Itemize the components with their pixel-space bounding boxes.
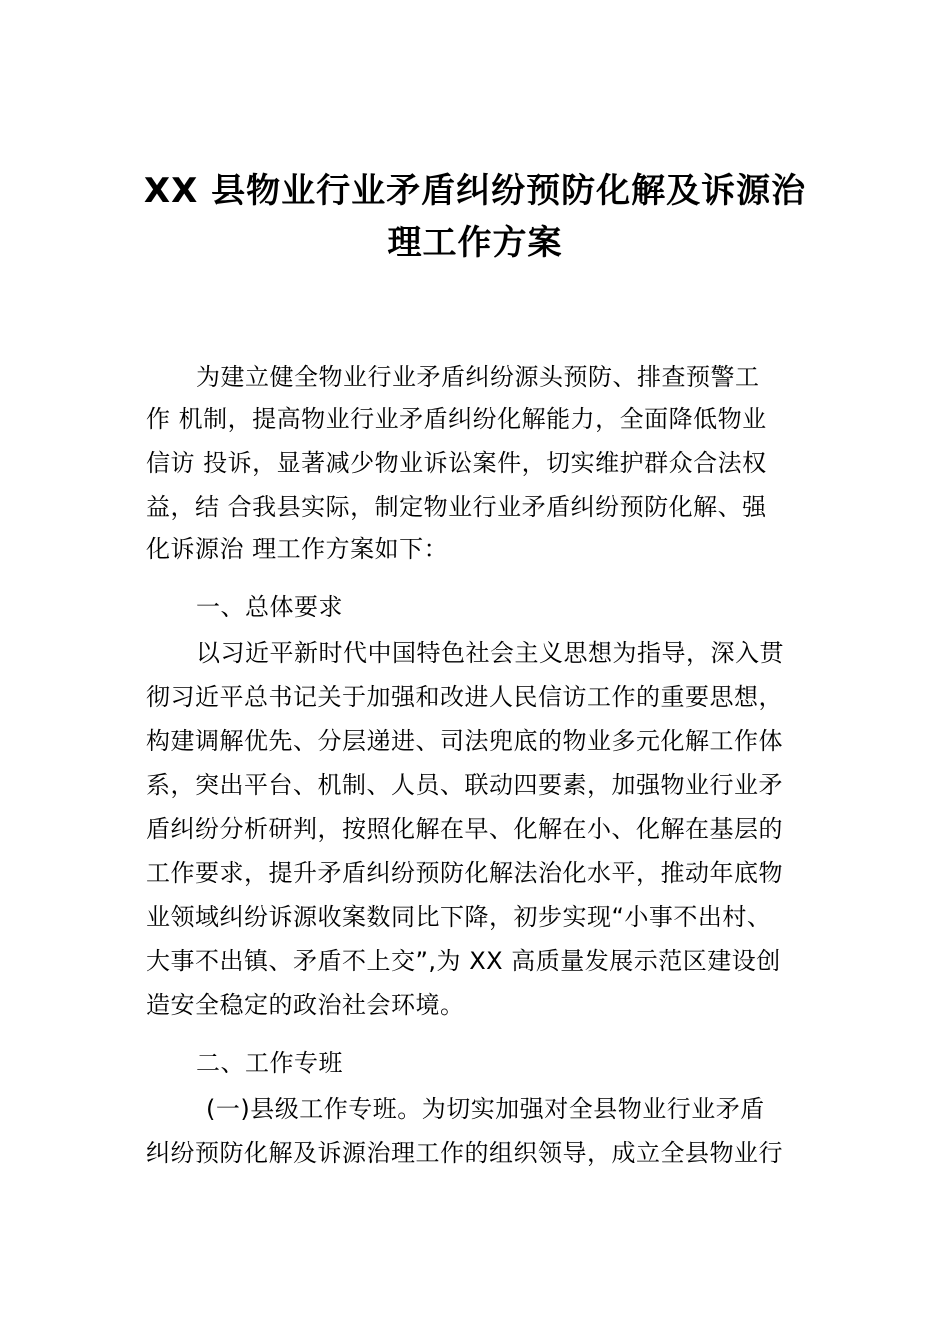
document-title-line-1: XX 县物业行业矛盾纠纷预防化解及诉源治	[143, 171, 807, 211]
intro-paragraph-line-5: 化诉源治 理工作方案如下：	[146, 535, 449, 563]
document-title-line-2: 理工作方案	[387, 223, 563, 263]
section-1-line-9: 造安全稳定的政治社会环境。	[146, 991, 465, 1019]
section-1-line-3: 构建调解优先、分层递进、司法兜底的物业多元化解工作体	[146, 727, 783, 755]
section-1-line-5: 盾纠纷分析研判，按照化解在早、化解在小、化解在基层的	[146, 815, 783, 843]
section-1-heading: 一、总体要求	[196, 593, 343, 621]
section-1-line-7: 业领域纠纷诉源收案数同比下降，初步实现“小事不出村、	[146, 903, 772, 931]
intro-paragraph-line-2: 作 机制，提高物业行业矛盾纠纷化解能力，全面降低物业	[146, 405, 767, 433]
intro-paragraph-line-1: 为建立健全物业行业矛盾纠纷源头预防、排查预警工	[196, 363, 760, 391]
section-1-line-2: 彻习近平总书记关于加强和改进人民信访工作的重要思想，	[146, 683, 783, 711]
section-2-line-1: (一)县级工作专班。为切实加强对全县物业行业矛盾	[206, 1095, 765, 1123]
section-1-line-1: 以习近平新时代中国特色社会主义思想为指导，深入贯	[196, 639, 784, 667]
section-2-heading: 二、工作专班	[196, 1049, 343, 1077]
section-1-line-6: 工作要求，提升矛盾纠纷预防化解法治化水平，推动年底物	[146, 859, 783, 887]
intro-paragraph-line-4: 益，结 合我县实际，制定物业行业矛盾纠纷预防化解、强	[146, 493, 767, 521]
intro-paragraph-line-3: 信访 投诉，显著减少物业诉讼案件，切实维护群众合法权	[146, 449, 767, 477]
section-1-line-8: 大事不出镇、矛盾不上交”,为 XX 高质量发展示范区建设创	[146, 947, 781, 975]
section-1-line-4: 系，突出平台、机制、人员、联动四要素，加强物业行业矛	[146, 771, 783, 799]
section-2-line-2: 纠纷预防化解及诉源治理工作的组织领导，成立全县物业行	[146, 1139, 783, 1167]
